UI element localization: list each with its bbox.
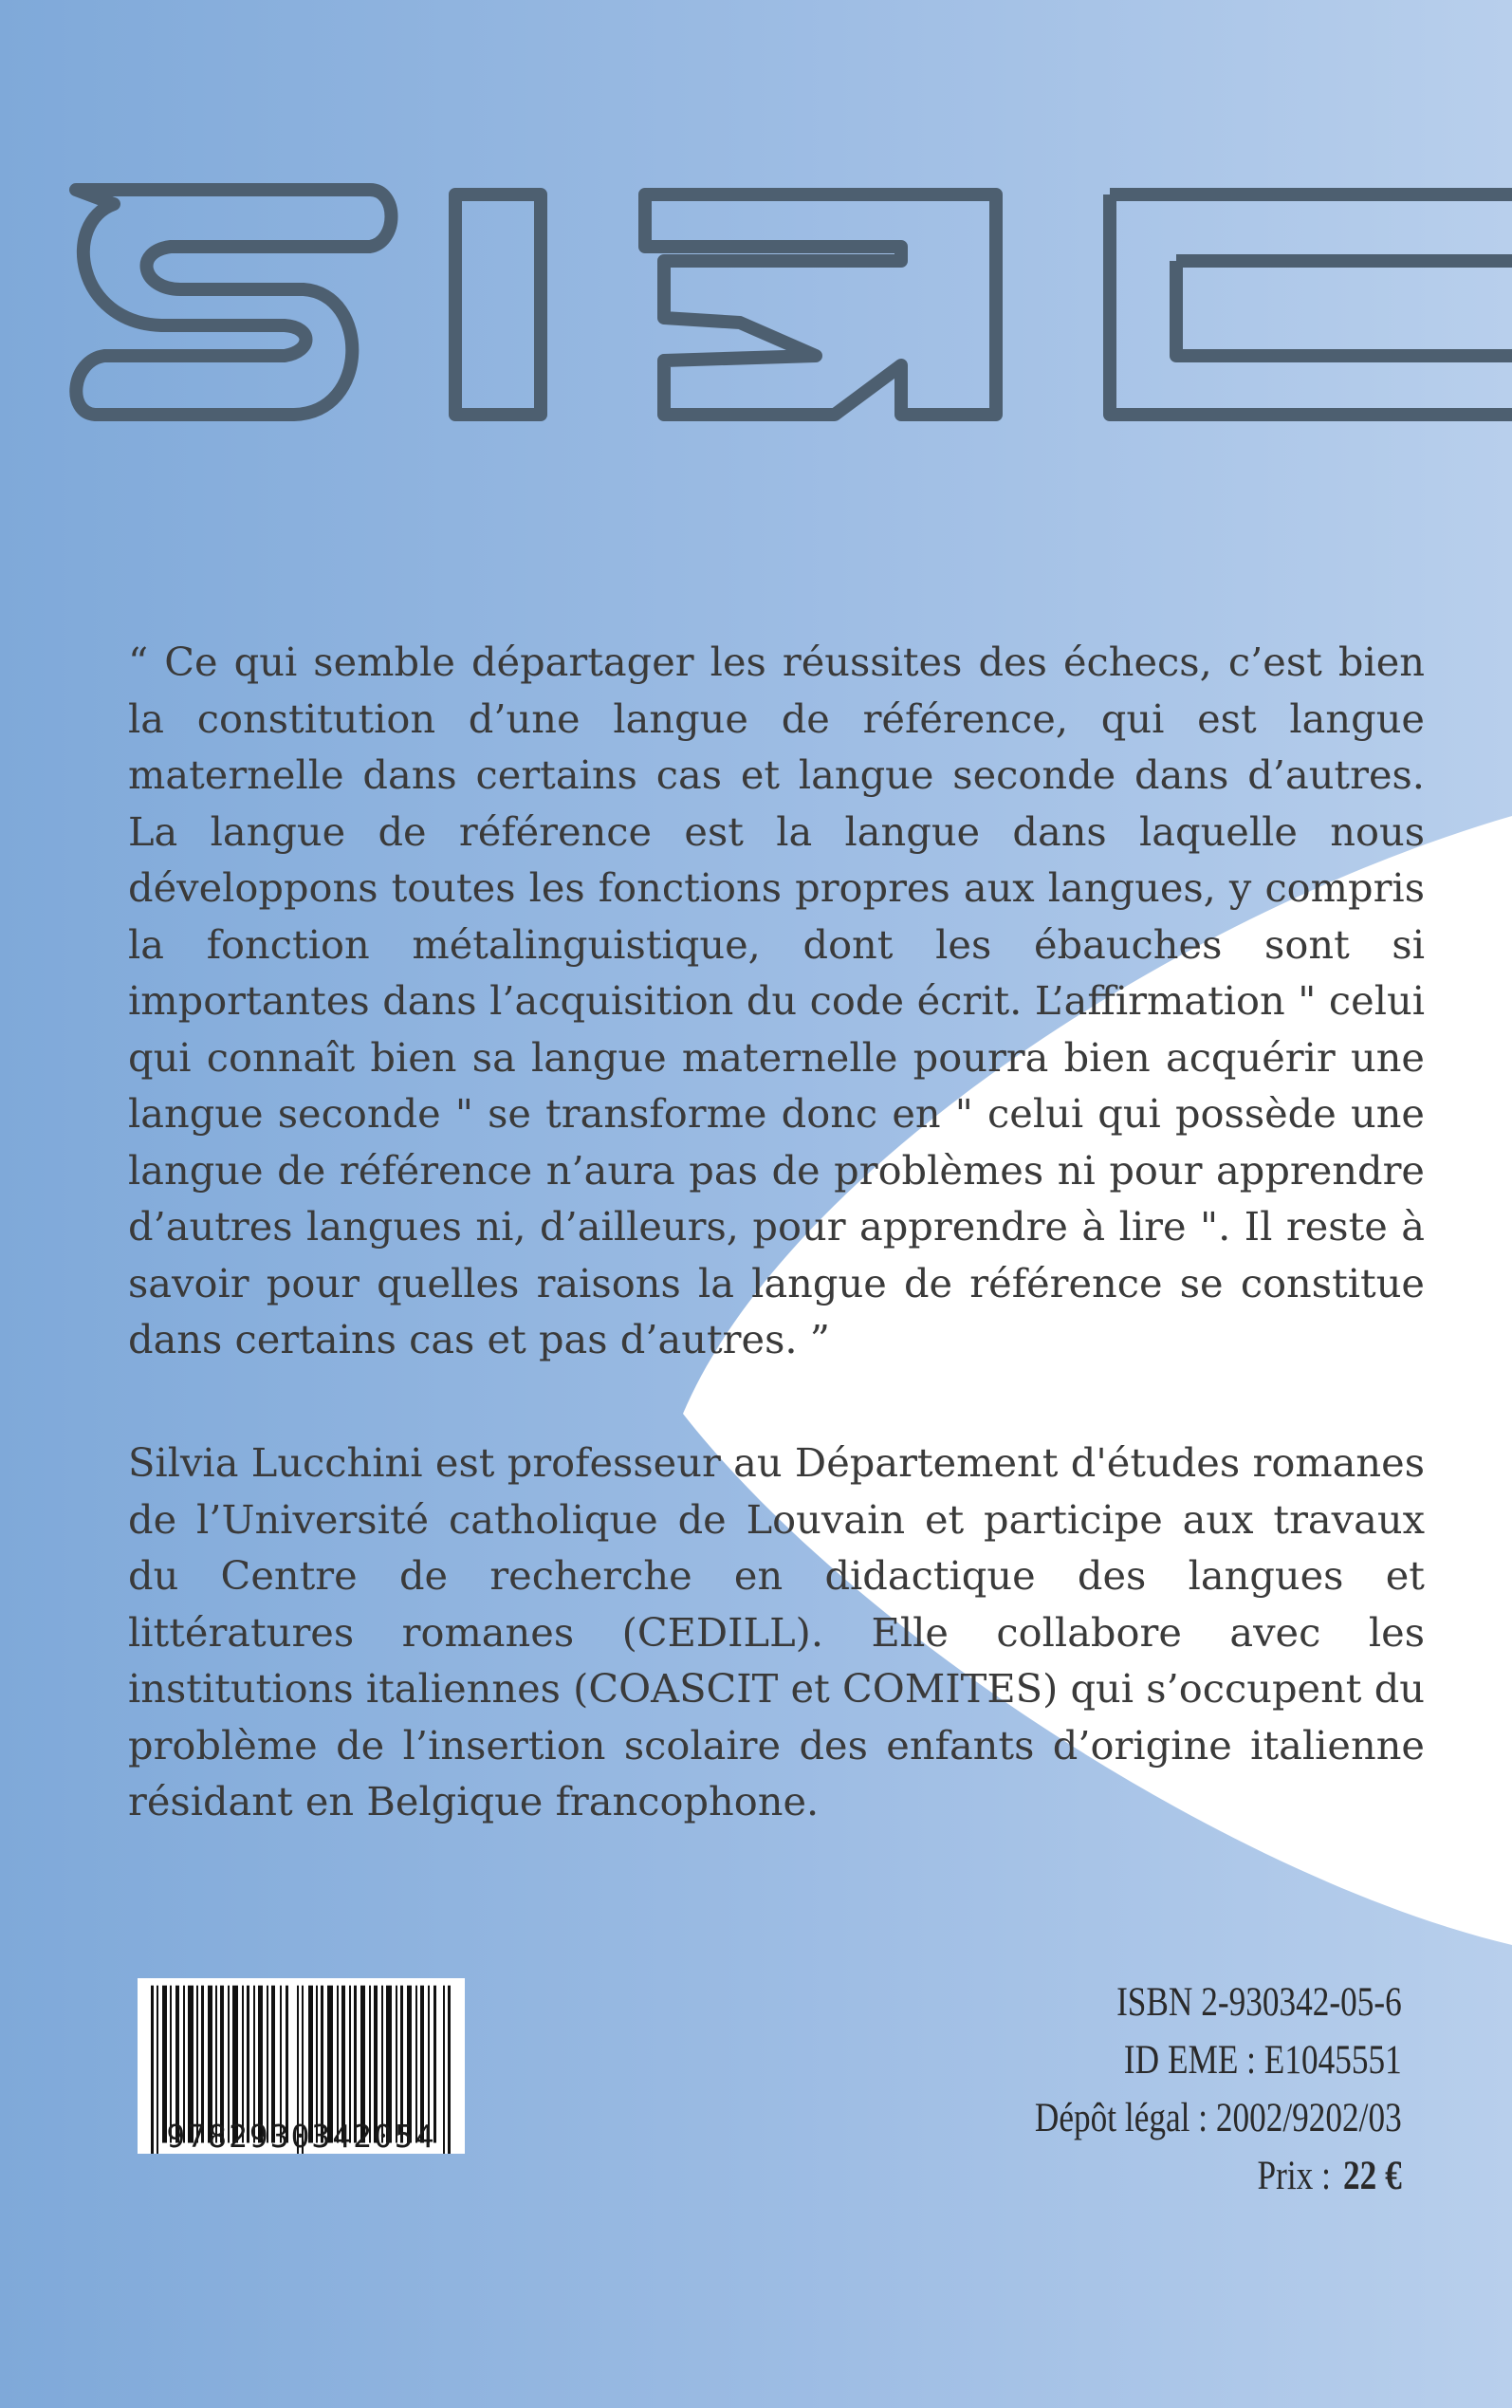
logo-letter-r: [645, 194, 996, 415]
logo-letter-i-2: [1110, 194, 1512, 415]
price-line: [1035, 2147, 1402, 2205]
quote-paragraph: “ Ce qui semble départager les réussites des échecs, c’est bien la constitution d’une langue de référence, qui est langue maternelle dans certains cas et langue seconde dans d’autres. La langue de référence est la langue dans laquelle nous développons toutes les fonctions propres aux langues, y compris la fonction métalinguistique, dont les ébauches sont si importantes dans l’acquisition du code écrit. L’affirmation " celui qui connaît bien sa langue maternelle pourra bien acquérir une langue seconde " se transforme donc en " celui qui possède une langue de référence n’aura pas de problèmes ni pour apprendre d’autres langues ni, d’ailleurs, pour apprendre à lire ". Il reste à savoir pour quelles raisons la langue de référence se constitue dans certains cas et pas d’autres. ”: [128, 639, 1425, 1362]
price-label: Prix :: [1257, 2154, 1332, 2198]
price-value: 22 €: [1343, 2154, 1402, 2198]
publication-info: [1035, 1973, 1402, 2205]
iris-logo-graphic: [57, 166, 1512, 441]
author-bio-paragraph: Silvia Lucchini est professeur au Département d'études romanes de l’Université catholique de Louvain et participe aux travaux du Centre de recherche en didactique des langues et littératures romanes (CEDILL). Elle collabore avec les institutions italiennes (COASCIT et COMITES) qui s’occupent du problème de l’insertion scolaire des enfants d’origine italienne résidant en Belgique francophone.: [128, 1439, 1425, 1825]
isbn-text: ISBN 2-930342-05-6: [1116, 1980, 1402, 2025]
depot-legal-text: Dépôt légal : 2002/9202/03: [1035, 2096, 1402, 2140]
logo-letter-s: [76, 190, 392, 415]
iris-logo: [57, 166, 1512, 441]
logo-letter-i: [455, 194, 541, 415]
id-eme-text: ID EME : E1045551: [1124, 2038, 1402, 2083]
barcode-digits: 9782930342054: [166, 2118, 436, 2155]
